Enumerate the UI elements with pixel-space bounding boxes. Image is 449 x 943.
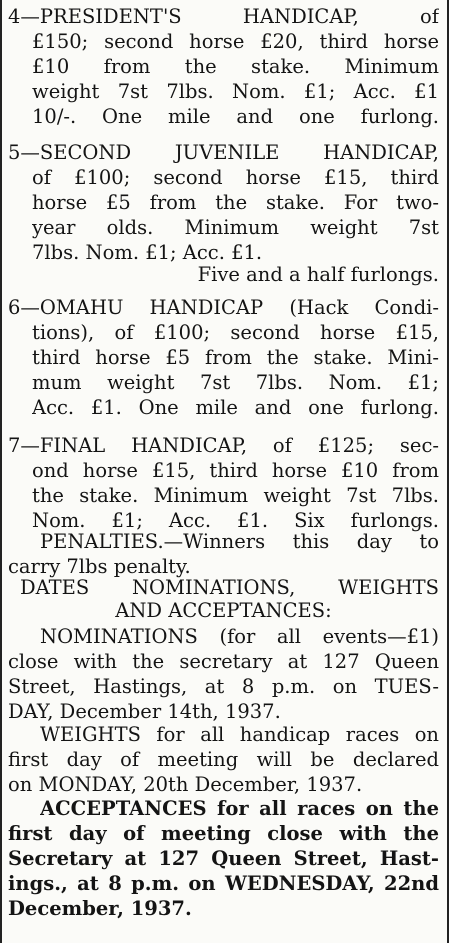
- penalties-line-1: PENALTIES.—Winners this day to: [40, 530, 439, 553]
- race-4-line-5: 10/-. One mile and one furlong.: [32, 105, 439, 128]
- weights-line-1: WEIGHTS for all handicap races on: [40, 723, 439, 746]
- nominations-line-1: NOMINATIONS (for all events—£1): [40, 625, 439, 648]
- race-4-line-3: £10 from the stake. Minimum: [32, 55, 439, 78]
- acceptances-line-4: ings., at 8 p.m. on WEDNESDAY, 22nd: [8, 872, 439, 895]
- race-6-line-1: 6—OMAHU HANDICAP (Hack Condi-: [8, 296, 439, 319]
- nominations-line-3: Street, Hastings, at 8 p.m. on TUES-: [8, 675, 439, 698]
- race-5-line-5: 7lbs. Nom. £1; Acc. £1.: [32, 241, 263, 264]
- race-5-line-4: year olds. Minimum weight 7st: [32, 216, 439, 239]
- race-7-line-1: 7—FINAL HANDICAP, of £125; sec-: [8, 434, 439, 457]
- acceptances-line-5: December, 1937.: [8, 897, 192, 920]
- race-6-line-2: tions), of £100; second horse £15,: [32, 321, 439, 344]
- penalties-line-2: carry 7lbs penalty.: [8, 555, 191, 578]
- race-4-line-1: 4—PRESIDENT'S HANDICAP, of: [8, 5, 439, 28]
- race-4-line-2: £150; second horse £20, third horse: [32, 30, 439, 53]
- dates-heading-line-1: DATES NOMINATIONS, WEIGHTS: [20, 576, 439, 599]
- race-5-line-3: horse £5 from the stake. For two-: [32, 191, 439, 214]
- race-6-line-5: Acc. £1. One mile and one furlong.: [32, 396, 439, 419]
- weights-line-3: on MONDAY, 20th December, 1937.: [8, 773, 363, 796]
- race-5-line-1: 5—SECOND JUVENILE HANDICAP,: [8, 141, 439, 164]
- race-5-line-2: of £100; second horse £15, third: [32, 166, 439, 189]
- dates-heading-line-2: AND ACCEPTANCES:: [115, 599, 332, 622]
- acceptances-line-2: first day of meeting close with the: [8, 822, 439, 845]
- race-4-line-4: weight 7st 7lbs. Nom. £1; Acc. £1: [32, 80, 439, 103]
- race-7-line-4: Nom. £1; Acc. £1. Six furlongs.: [32, 509, 439, 532]
- race-5-line-6: Five and a half furlongs.: [197, 263, 439, 286]
- acceptances-line-1: ACCEPTANCES for all races on the: [40, 797, 439, 820]
- nominations-line-2: close with the secretary at 127 Queen: [8, 650, 439, 673]
- race-7-line-3: the stake. Minimum weight 7st 7lbs.: [32, 484, 439, 507]
- nominations-line-4: DAY, December 14th, 1937.: [8, 700, 281, 723]
- acceptances-line-3: Secretary at 127 Queen Street, Hast-: [8, 847, 439, 870]
- race-6-line-3: third horse £5 from the stake. Mini-: [32, 346, 439, 369]
- weights-line-2: first day of meeting will be declared: [8, 748, 439, 771]
- race-6-line-4: mum weight 7st 7lbs. Nom. £1;: [32, 371, 439, 394]
- race-7-line-2: ond horse £15, third horse £10 from: [32, 459, 439, 482]
